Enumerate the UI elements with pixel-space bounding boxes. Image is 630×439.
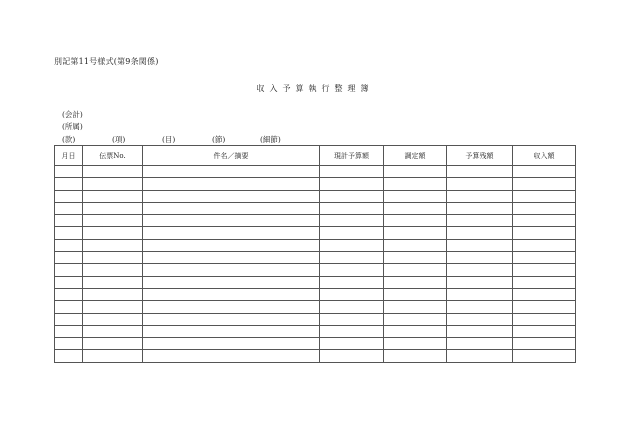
table-cell[interactable] <box>320 252 384 264</box>
table-cell[interactable] <box>143 227 320 239</box>
table-cell[interactable] <box>55 301 83 313</box>
table-cell[interactable] <box>143 166 320 178</box>
table-row <box>55 215 576 227</box>
budget-classification-row <box>62 134 422 144</box>
table-cell[interactable] <box>143 338 320 350</box>
column-header: 月日 <box>55 146 83 166</box>
table-cell[interactable] <box>513 166 576 178</box>
table-cell[interactable] <box>513 227 576 239</box>
table-cell[interactable] <box>83 215 143 227</box>
table-cell[interactable] <box>513 313 576 325</box>
table-cell[interactable] <box>447 313 513 325</box>
table-cell[interactable] <box>83 252 143 264</box>
table-cell[interactable] <box>143 313 320 325</box>
table-cell[interactable] <box>384 301 447 313</box>
table-cell[interactable] <box>83 301 143 313</box>
table-cell[interactable] <box>384 202 447 214</box>
table-cell[interactable] <box>447 227 513 239</box>
table-cell[interactable] <box>320 215 384 227</box>
table-cell[interactable] <box>83 350 143 362</box>
table-row <box>55 178 576 190</box>
table-row <box>55 350 576 362</box>
table-cell[interactable] <box>143 276 320 288</box>
column-header: 伝票No. <box>83 146 143 166</box>
table-cell[interactable] <box>55 239 83 251</box>
class-kou-label: (項) <box>112 135 126 144</box>
table-cell[interactable] <box>55 215 83 227</box>
table-cell[interactable] <box>447 276 513 288</box>
table-cell[interactable] <box>513 276 576 288</box>
table-cell[interactable] <box>384 264 447 276</box>
table-row <box>55 301 576 313</box>
table-cell[interactable] <box>143 325 320 337</box>
table-cell[interactable] <box>55 276 83 288</box>
document-title: 収入予算執行整理簿 <box>256 84 374 93</box>
table-cell[interactable] <box>320 178 384 190</box>
table-cell[interactable] <box>447 350 513 362</box>
table-cell[interactable] <box>55 313 83 325</box>
table-row <box>55 276 576 288</box>
table-cell[interactable] <box>447 301 513 313</box>
table-cell[interactable] <box>384 166 447 178</box>
budget-ledger-table <box>54 145 576 363</box>
table-cell[interactable] <box>320 338 384 350</box>
table-cell[interactable] <box>55 178 83 190</box>
table-cell[interactable] <box>384 239 447 251</box>
table-cell[interactable] <box>447 325 513 337</box>
table-cell[interactable] <box>83 288 143 300</box>
column-header: 現計予算額 <box>320 146 384 166</box>
table-cell[interactable] <box>83 166 143 178</box>
table-cell[interactable] <box>55 325 83 337</box>
table-cell[interactable] <box>55 202 83 214</box>
table-cell[interactable] <box>447 215 513 227</box>
table-cell[interactable] <box>320 166 384 178</box>
table-row <box>55 264 576 276</box>
table-row <box>55 313 576 325</box>
table-cell[interactable] <box>447 264 513 276</box>
table-cell[interactable] <box>83 190 143 202</box>
table-cell[interactable] <box>55 166 83 178</box>
table-cell[interactable] <box>83 325 143 337</box>
column-header: 件名／摘要 <box>143 146 320 166</box>
table-cell[interactable] <box>447 202 513 214</box>
table-cell[interactable] <box>143 252 320 264</box>
table-cell[interactable] <box>384 227 447 239</box>
table-cell[interactable] <box>513 239 576 251</box>
table-cell[interactable] <box>513 301 576 313</box>
table-cell[interactable] <box>320 350 384 362</box>
table-cell[interactable] <box>447 166 513 178</box>
table-cell[interactable] <box>320 227 384 239</box>
table-cell[interactable] <box>55 338 83 350</box>
table-cell[interactable] <box>55 252 83 264</box>
form-number-label: 別記第11号様式(第9条関係) <box>54 57 159 66</box>
table-cell[interactable] <box>55 264 83 276</box>
table-row <box>55 252 576 264</box>
class-setsu-label: (節) <box>212 135 226 144</box>
table-cell[interactable] <box>447 338 513 350</box>
table-cell[interactable] <box>143 301 320 313</box>
table-cell[interactable] <box>447 178 513 190</box>
table-cell[interactable] <box>447 190 513 202</box>
table-cell[interactable] <box>320 264 384 276</box>
table-header-row <box>55 146 576 166</box>
table-cell[interactable] <box>320 313 384 325</box>
class-kan-label: (款) <box>62 135 76 144</box>
table-cell[interactable] <box>320 202 384 214</box>
table-cell[interactable] <box>55 227 83 239</box>
table-cell[interactable] <box>513 264 576 276</box>
table-cell[interactable] <box>143 264 320 276</box>
table-cell[interactable] <box>83 313 143 325</box>
table-cell[interactable] <box>55 350 83 362</box>
table-cell[interactable] <box>513 350 576 362</box>
account-label: (会計) <box>62 110 83 119</box>
table-row <box>55 338 576 350</box>
table-cell[interactable] <box>513 190 576 202</box>
table-cell[interactable] <box>320 288 384 300</box>
table-cell[interactable] <box>384 276 447 288</box>
table-cell[interactable] <box>83 202 143 214</box>
table-cell[interactable] <box>143 239 320 251</box>
table-cell[interactable] <box>83 178 143 190</box>
table-row <box>55 325 576 337</box>
table-cell[interactable] <box>320 325 384 337</box>
table-cell[interactable] <box>384 190 447 202</box>
column-header: 調定額 <box>384 146 447 166</box>
class-saisetsu-label: (細節) <box>260 135 281 144</box>
table-cell[interactable] <box>384 338 447 350</box>
table-cell[interactable] <box>513 288 576 300</box>
table-cell[interactable] <box>143 288 320 300</box>
table-cell[interactable] <box>320 239 384 251</box>
table-cell[interactable] <box>384 313 447 325</box>
table-cell[interactable] <box>447 239 513 251</box>
table-cell[interactable] <box>83 276 143 288</box>
table-cell[interactable] <box>513 252 576 264</box>
table-cell[interactable] <box>83 227 143 239</box>
table-cell[interactable] <box>447 252 513 264</box>
table-row <box>55 288 576 300</box>
table-cell[interactable] <box>143 350 320 362</box>
table-cell[interactable] <box>513 325 576 337</box>
table-cell[interactable] <box>83 338 143 350</box>
table-cell[interactable] <box>55 288 83 300</box>
table-cell[interactable] <box>320 276 384 288</box>
column-header: 予算残額 <box>447 146 513 166</box>
department-label: (所属) <box>62 122 83 131</box>
table-cell[interactable] <box>513 215 576 227</box>
table-cell[interactable] <box>384 252 447 264</box>
table-cell[interactable] <box>143 178 320 190</box>
table-cell[interactable] <box>55 190 83 202</box>
table-cell[interactable] <box>320 301 384 313</box>
table-cell[interactable] <box>384 288 447 300</box>
table-cell[interactable] <box>513 338 576 350</box>
table-cell[interactable] <box>83 264 143 276</box>
table-cell[interactable] <box>143 215 320 227</box>
table-cell[interactable] <box>447 288 513 300</box>
column-header: 収入額 <box>513 146 576 166</box>
class-moku-label: (目) <box>162 135 176 144</box>
table-row <box>55 227 576 239</box>
table-row <box>55 239 576 251</box>
table-row <box>55 190 576 202</box>
table-cell[interactable] <box>384 350 447 362</box>
table-cell[interactable] <box>513 178 576 190</box>
table-row <box>55 166 576 178</box>
table-cell[interactable] <box>143 190 320 202</box>
table-cell[interactable] <box>143 202 320 214</box>
table-cell[interactable] <box>320 190 384 202</box>
table-cell[interactable] <box>384 178 447 190</box>
table-row <box>55 202 576 214</box>
table-cell[interactable] <box>384 325 447 337</box>
table-cell[interactable] <box>83 239 143 251</box>
table-cell[interactable] <box>513 202 576 214</box>
table-cell[interactable] <box>384 215 447 227</box>
